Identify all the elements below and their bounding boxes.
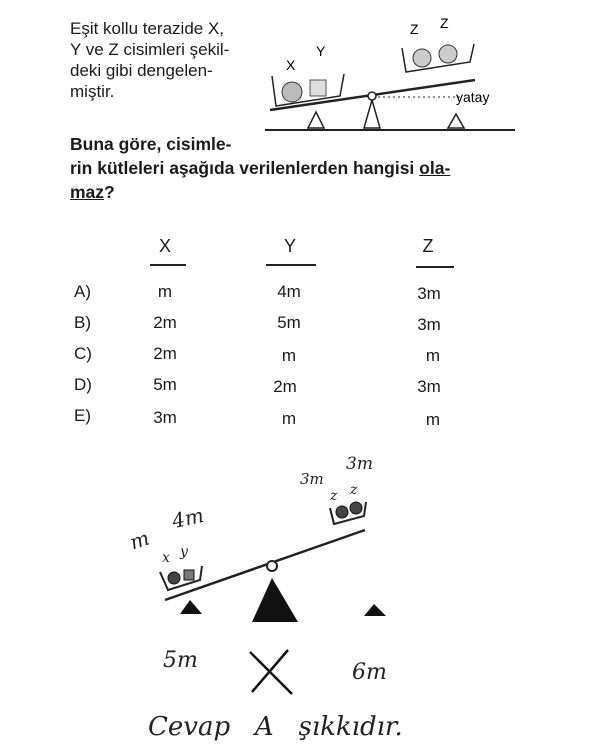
prompt-underlined-1: ola-: [419, 158, 451, 178]
prompt-underlined-2: maz: [70, 182, 105, 202]
label-x: X: [286, 57, 296, 73]
header-x-underline: [150, 264, 186, 266]
object-z1: [413, 49, 431, 67]
option-d-label[interactable]: D): [74, 375, 92, 394]
hand-object-x: [168, 572, 180, 584]
hand-object-z2: [350, 502, 362, 514]
object-x: [282, 82, 302, 102]
hand-object-z1: [336, 506, 348, 518]
option-c-y: m: [281, 346, 297, 365]
support-center: [364, 100, 380, 128]
option-e-y: m: [281, 409, 297, 428]
header-z: Z: [422, 236, 434, 256]
intro-line-2: Y ve Z cisimleri şekil-: [70, 40, 230, 59]
hand-pivot: [267, 561, 277, 571]
label-level: yatay: [456, 89, 490, 105]
question-prompt: [70, 132, 570, 204]
intro-line-4: miştir.: [70, 82, 115, 101]
hand-label-y: y: [180, 544, 188, 560]
support-left: [308, 112, 324, 128]
prompt-line-3: maz?: [70, 182, 115, 202]
hand-support-left: [180, 600, 202, 614]
option-b-z: 3m: [417, 315, 441, 334]
hand-beam: [165, 530, 365, 600]
object-z2: [439, 45, 457, 63]
support-right: [448, 114, 464, 128]
hand-label-z1: z: [330, 488, 338, 504]
header-y-underline: [266, 264, 316, 266]
option-b-label[interactable]: B): [74, 313, 91, 332]
option-a-x: m: [157, 282, 173, 301]
hand-label-x: x: [162, 550, 170, 566]
label-z2: Z: [440, 15, 449, 31]
hand-label-6m: 6m: [352, 660, 387, 685]
option-c-z: m: [425, 346, 441, 365]
option-a-label[interactable]: A): [74, 282, 91, 301]
intro-line-3: deki gibi dengelen-: [70, 61, 213, 80]
option-a-y: 4m: [277, 282, 301, 301]
header-z-underline: [416, 266, 454, 268]
option-d-x: 5m: [153, 375, 177, 394]
hand-label-4m: 4m: [169, 502, 206, 534]
pivot: [368, 92, 376, 100]
label-z1: Z: [410, 21, 419, 37]
hand-support-center: [252, 578, 298, 622]
option-e-x: 3m: [153, 408, 177, 427]
option-a-z: 3m: [417, 284, 441, 303]
prompt-line-1: Buna göre, cisimle-: [70, 134, 232, 154]
header-x: X: [158, 236, 171, 256]
intro-line-1: Eşit kollu terazide X,: [70, 19, 225, 38]
option-d-z: 3m: [417, 377, 441, 396]
hand-label-3m-a: 3m: [300, 470, 324, 488]
option-e-label[interactable]: E): [74, 406, 91, 425]
option-e-z: m: [425, 410, 441, 429]
label-y: Y: [316, 43, 326, 59]
hand-label-5m: 5m: [163, 648, 198, 673]
option-b-x: 2m: [153, 313, 177, 332]
option-d-y: 2m: [273, 377, 297, 396]
header-y: Y: [283, 236, 296, 256]
hand-label-z2: z: [350, 482, 358, 498]
hand-label-m: m: [126, 525, 153, 555]
hand-support-right: [364, 604, 386, 616]
option-b-y: 5m: [277, 313, 301, 332]
hand-object-y: [184, 570, 194, 580]
prompt-line-2: rin kütleleri aşağıda verilenlerden hangisi ola-: [70, 158, 451, 178]
object-y: [310, 80, 326, 96]
hand-answer: Cevap A şıkkıdır.: [148, 712, 403, 742]
hand-label-3m-b: 3m: [346, 454, 373, 474]
option-c-x: 2m: [153, 344, 177, 363]
hand-left-pan: [160, 566, 202, 590]
option-c-label[interactable]: C): [74, 344, 92, 363]
